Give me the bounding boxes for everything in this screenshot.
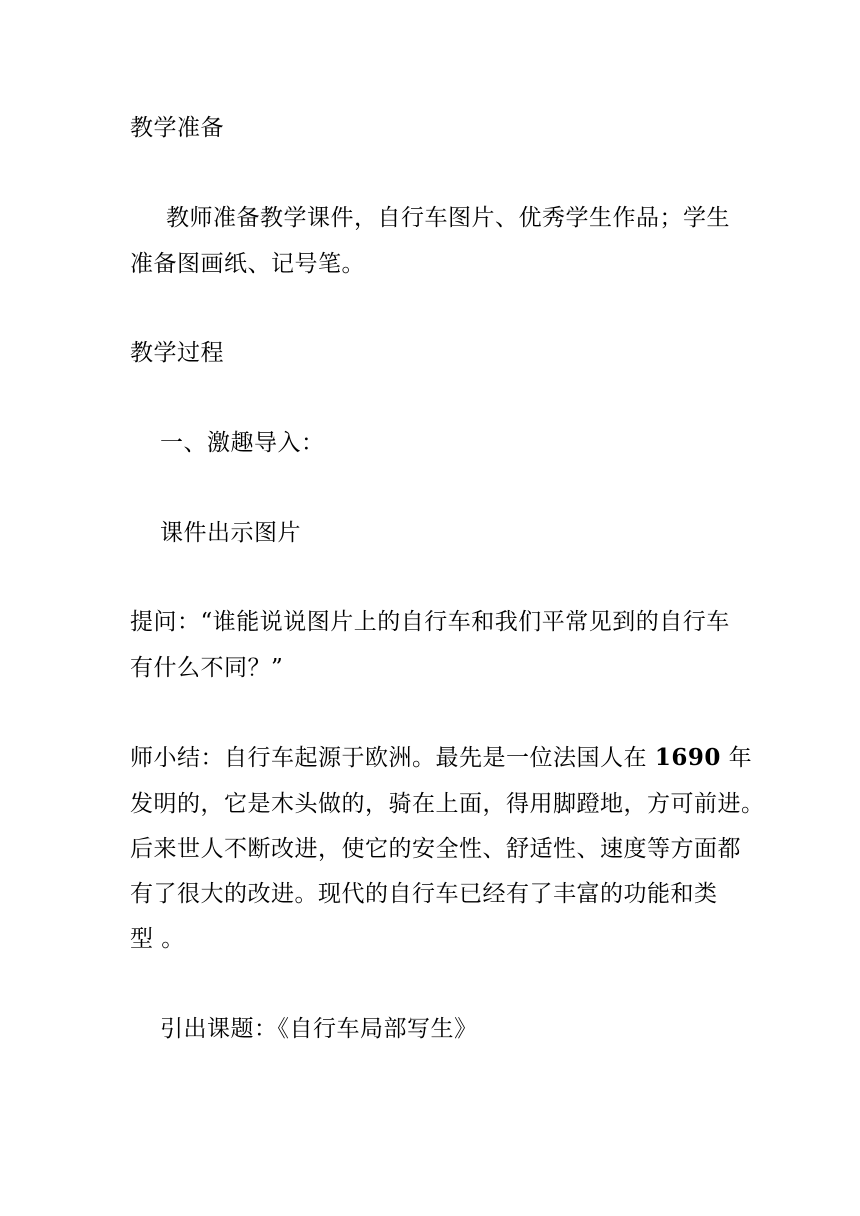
heading-teaching-process: 教学过程 [130,340,224,366]
prep-text-line-1: 教师准备教学课件，自行车图片、优秀学生作品；学生 [166,205,730,231]
topic-text: 引出课题：《自行车局部写生》 [160,1016,478,1042]
summary-line-1 [130,743,753,773]
summary-line-1-suffix: 年 [720,745,753,771]
section-one-heading: 一、激趣导入： [160,430,325,456]
question-line-1: 提问：“谁能说说图片上的自行车和我们平常见到的自行车 [130,609,730,635]
summary-line-5: 型 。 [130,926,185,952]
summary-line-2: 发明的，它是木头做的，骑在上面，得用脚蹬地，方可前进。 [130,791,765,817]
summary-line-3: 后来世人不断改进，使它的安全性、舒适性、速度等方面都 [130,836,741,862]
prep-text-line-2: 准备图画纸、记号笔。 [130,251,365,277]
summary-line-4: 有了很大的改进。现代的自行车已经有了丰富的功能和类 [130,881,718,907]
summary-line-1-text: 师小结：自行车起源于欧洲。最先是一位法国人在 [130,745,655,771]
question-line-2: 有什么不同？” [130,655,284,681]
heading-teaching-preparation: 教学准备 [130,115,224,141]
show-pictures-text: 课件出示图片 [160,520,301,546]
summary-year: 1690 [654,744,721,771]
